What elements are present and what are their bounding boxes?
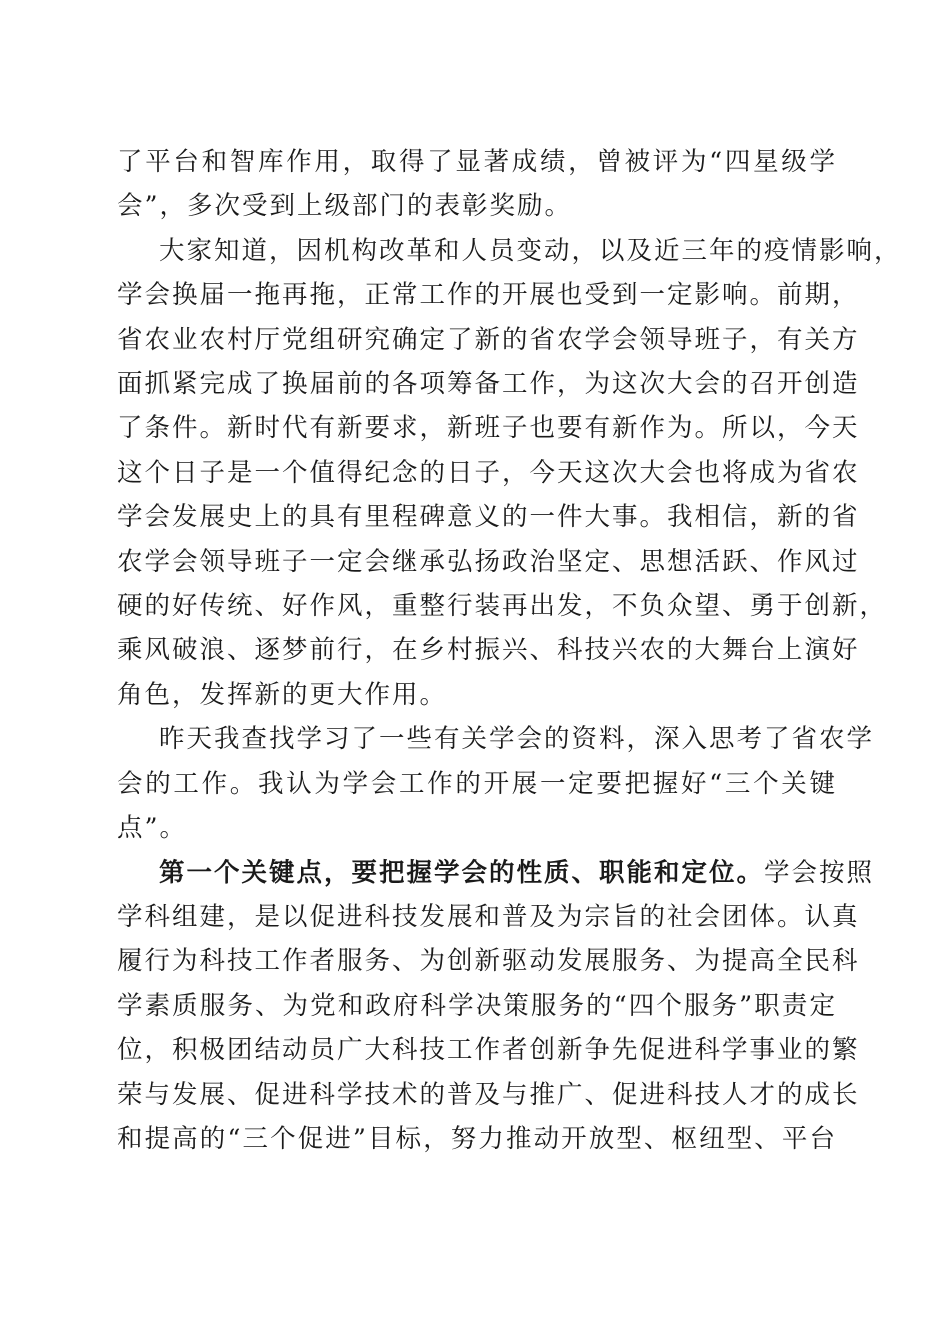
text-line: 面抓紧完成了换届前的各项筹备工作，为这次大会的召开创造 (117, 369, 860, 400)
text-line: 角色，发挥新的更大作用。 (117, 679, 448, 710)
key-point-heading: 第一个关键点，要把握学会的性质、职能和定位。 (159, 857, 765, 888)
text-line: 学会换届一拖再拖，正常工作的开展也受到一定影响。前期， (117, 280, 860, 311)
text-line: 位，积极团结动员广大科技工作者创新争先促进科学事业的繁 (117, 1035, 860, 1066)
text-line: 了平台和智库作用，取得了显著成绩，曾被评为“四星级学 (117, 147, 837, 177)
text-fragment: 学会按照 (764, 857, 875, 888)
text-line: 会的工作。我认为学会工作的开展一定要把握好“三个关键 (117, 768, 837, 799)
paragraph-1 (117, 140, 837, 229)
text-line-with-heading (117, 851, 875, 895)
text-line: 荣与发展、促进科学技术的普及与推广、促进科技人才的成长 (117, 1079, 860, 1110)
text-line: 省农业农村厅党组研究确定了新的省农学会领导班子，有关方 (117, 324, 860, 355)
text-line: 硬的好传统、好作风，重整行装再出发，不负众望、勇于创新， (117, 591, 888, 622)
text-line: 农学会领导班子一定会继承弘扬政治坚定、思想活跃、作风过 (117, 546, 860, 577)
paragraph-4 (117, 851, 875, 1162)
text-line: 学素质服务、为党和政府科学决策服务的“四个服务”职责定 (117, 990, 837, 1021)
text-line: 了条件。新时代有新要求，新班子也要有新作为。所以，今天 (117, 413, 860, 444)
document-body (117, 140, 902, 1161)
text-line: 学会发展史上的具有里程碑意义的一件大事。我相信，新的省 (117, 502, 860, 533)
text-line: 大家知道，因机构改革和人员变动，以及近三年的疫情影响， (159, 235, 902, 266)
text-line: 这个日子是一个值得纪念的日子，今天这次大会也将成为省农 (117, 457, 860, 488)
text-line: 学科组建，是以促进科技发展和普及为宗旨的社会团体。认真 (117, 901, 860, 932)
text-line: 会”，多次受到上级部门的表彰奖励。 (117, 191, 573, 222)
text-line: 乘风破浪、逐梦前行，在乡村振兴、科技兴农的大舞台上演好 (117, 635, 860, 666)
text-line: 履行为科技工作者服务、为创新驱动发展服务、为提高全民科 (117, 946, 860, 977)
text-line: 点”。 (117, 813, 188, 844)
paragraph-2 (117, 229, 902, 717)
paragraph-3 (117, 717, 875, 850)
text-line: 昨天我查找学习了一些有关学会的资料，深入思考了省农学 (159, 724, 875, 755)
text-line: 和提高的“三个促进”目标，努力推动开放型、枢纽型、平台 (117, 1123, 837, 1154)
